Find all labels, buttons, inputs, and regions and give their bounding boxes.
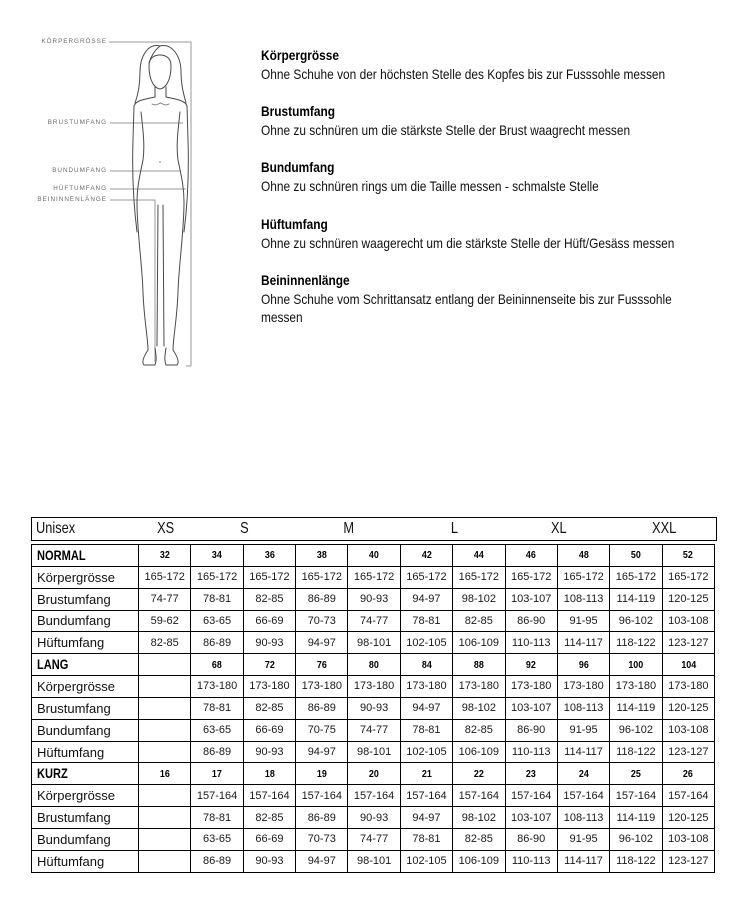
size-number-cell: 80: [348, 654, 400, 676]
size-number-cell: 38: [296, 545, 348, 567]
table-cell: 82-85: [453, 610, 505, 632]
size-number-cell: 25: [610, 763, 662, 785]
size-number-cell: [139, 654, 191, 676]
table-cell: 98-101: [348, 850, 400, 872]
table-cell: 165-172: [348, 566, 400, 588]
table-cell: 157-164: [453, 785, 505, 807]
table-cell: 90-93: [348, 588, 400, 610]
measurement-beininnenlaenge: [261, 271, 672, 327]
table-cell: 96-102: [610, 828, 662, 850]
size-number-cell: 36: [243, 545, 295, 567]
figure-label-brustumfang: BRUSTUMFANG: [47, 119, 107, 126]
table-cell: 90-93: [243, 741, 295, 763]
table-cell: 157-164: [610, 785, 662, 807]
table-cell: 165-172: [243, 566, 295, 588]
table-cell: 98-102: [453, 588, 505, 610]
table-cell: 120-125: [662, 697, 714, 719]
table-cell: 86-90: [505, 719, 557, 741]
hair-outline: [135, 46, 186, 103]
table-cell: 98-102: [453, 697, 505, 719]
size-header-m: M: [343, 520, 355, 537]
table-cell: 103-107: [505, 588, 557, 610]
table-cell: 114-117: [557, 632, 609, 654]
table-cell: 82-85: [453, 719, 505, 741]
table-cell: 165-172: [453, 566, 505, 588]
measurement-guide-lines: [109, 42, 191, 366]
section-label: NORMAL: [32, 545, 139, 567]
size-number-cell: 84: [400, 654, 452, 676]
table-cell: 66-69: [243, 828, 295, 850]
table-cell: 82-85: [139, 632, 191, 654]
table-row: [32, 610, 715, 632]
table-cell: 94-97: [296, 741, 348, 763]
table-row: [32, 785, 715, 807]
table-cell: 173-180: [557, 676, 609, 698]
table-cell: 63-65: [191, 828, 243, 850]
table-cell: 94-97: [296, 850, 348, 872]
row-label: Brustumfang: [32, 807, 139, 829]
size-number-cell: 20: [348, 763, 400, 785]
figure-label-beininnenlaenge: BEININNENLÄNGE: [37, 196, 107, 203]
table-cell: 110-113: [505, 632, 557, 654]
table-row: [32, 588, 715, 610]
table-cell: 106-109: [453, 741, 505, 763]
measurement-description: Ohne Schuhe von der höchsten Stelle des Kopfes bis zur Fusssohle messen: [261, 65, 666, 82]
face-outline: [149, 55, 171, 89]
table-cell: 173-180: [505, 676, 557, 698]
measurement-title: Beininnenlänge: [261, 272, 350, 288]
table-cell: 96-102: [610, 610, 662, 632]
table-cell: 94-97: [400, 588, 452, 610]
right-arm-outline: [166, 97, 188, 232]
table-cell: 106-109: [453, 850, 505, 872]
size-number-cell: 52: [662, 545, 714, 567]
table-cell: 74-77: [348, 828, 400, 850]
table-cell: 91-95: [557, 719, 609, 741]
table-cell: 106-109: [453, 632, 505, 654]
table-cell: 91-95: [557, 610, 609, 632]
table-cell: 102-105: [400, 850, 452, 872]
table-cell: 74-77: [348, 610, 400, 632]
table-cell: 110-113: [505, 741, 557, 763]
section-row-kurz: [32, 763, 715, 785]
collarbone: [152, 103, 169, 105]
table-row: [32, 566, 715, 588]
size-number-cell: 24: [557, 763, 609, 785]
size-number-cell: 72: [243, 654, 295, 676]
table-cell: 157-164: [348, 785, 400, 807]
table-cell: 82-85: [453, 828, 505, 850]
row-label: Brustumfang: [32, 588, 139, 610]
table-cell: 78-81: [400, 610, 452, 632]
table-row: [32, 741, 715, 763]
section-row-normal: [32, 545, 715, 567]
row-label: Hüftumfang: [32, 632, 139, 654]
beininnenlaenge-guide-line: [110, 200, 155, 362]
table-cell: 86-89: [296, 697, 348, 719]
measurement-bundumfang: [261, 158, 599, 195]
table-row: [32, 850, 715, 872]
table-cell: 173-180: [662, 676, 714, 698]
table-cell: 86-89: [296, 807, 348, 829]
table-cell: 59-62: [139, 610, 191, 632]
table-cell: 173-180: [296, 676, 348, 698]
figure-label-koerpergroesse: KÖRPERGRÖSSE: [41, 38, 107, 45]
table-cell: 74-77: [348, 719, 400, 741]
koerpergroesse-guide-line: [109, 42, 191, 366]
table-cell: 70-75: [296, 719, 348, 741]
figure-label-bundumfang: BUNDUMFANG: [52, 167, 107, 174]
table-cell: 90-93: [243, 850, 295, 872]
table-cell: 103-108: [662, 719, 714, 741]
left-body-outline: [137, 112, 156, 365]
table-cell: 120-125: [662, 807, 714, 829]
size-number-cell: 88: [453, 654, 505, 676]
table-cell: 173-180: [243, 676, 295, 698]
table-cell: 108-113: [557, 588, 609, 610]
row-label: Bundumfang: [32, 610, 139, 632]
table-cell: 78-81: [400, 828, 452, 850]
table-cell: 102-105: [400, 632, 452, 654]
size-number-cell: 76: [296, 654, 348, 676]
table-cell: 91-95: [557, 828, 609, 850]
table-cell: 96-102: [610, 719, 662, 741]
size-number-cell: 42: [400, 545, 452, 567]
section-label: KURZ: [32, 763, 139, 785]
table-cell: 114-117: [557, 741, 609, 763]
size-header-l: L: [450, 520, 458, 537]
row-label: Hüftumfang: [32, 850, 139, 872]
table-row: [32, 807, 715, 829]
size-number-cell: 23: [505, 763, 557, 785]
table-cell: 103-107: [505, 807, 557, 829]
section-row-lang: [32, 654, 715, 676]
size-header-xl: XL: [551, 520, 567, 537]
table-cell: 66-69: [243, 719, 295, 741]
measurement-hueftumfang: [261, 215, 674, 252]
table-cell: 86-89: [191, 741, 243, 763]
left-arm-outline: [133, 97, 155, 232]
table-cell: 123-127: [662, 850, 714, 872]
size-number-cell: 68: [191, 654, 243, 676]
right-body-outline: [165, 112, 184, 365]
table-cell: 86-89: [191, 850, 243, 872]
table-cell: 173-180: [348, 676, 400, 698]
table-cell: [139, 741, 191, 763]
table-cell: 118-122: [610, 741, 662, 763]
table-cell: 63-65: [191, 719, 243, 741]
table-row: [32, 697, 715, 719]
table-cell: 108-113: [557, 807, 609, 829]
table-cell: 78-81: [191, 588, 243, 610]
table-cell: 173-180: [610, 676, 662, 698]
size-header-label: Unisex: [36, 520, 76, 537]
measurement-description: Ohne zu schnüren waagerecht um die stärkste Stelle der Hüft/Gesäss messen: [261, 234, 675, 251]
table-cell: 165-172: [296, 566, 348, 588]
table-cell: 157-164: [557, 785, 609, 807]
table-cell: 108-113: [557, 697, 609, 719]
table-cell: 118-122: [610, 632, 662, 654]
table-cell: 90-93: [243, 632, 295, 654]
table-cell: 123-127: [662, 741, 714, 763]
size-number-cell: 21: [400, 763, 452, 785]
table-cell: [139, 850, 191, 872]
table-cell: 66-69: [243, 610, 295, 632]
section-label: LANG: [32, 654, 139, 676]
table-row: [32, 828, 715, 850]
table-cell: 165-172: [191, 566, 243, 588]
table-cell: 70-73: [296, 828, 348, 850]
row-label: Körpergrösse: [32, 785, 139, 807]
measurement-koerpergroesse: [261, 46, 665, 83]
table-cell: 63-65: [191, 610, 243, 632]
inner-leg-lines: [157, 205, 164, 346]
table-cell: 78-81: [191, 697, 243, 719]
row-label: Bundumfang: [32, 719, 139, 741]
table-cell: [139, 785, 191, 807]
measurement-description: Ohne zu schnüren rings um die Taille messen - schmalste Stelle: [261, 177, 599, 194]
table-cell: [139, 807, 191, 829]
table-cell: 165-172: [400, 566, 452, 588]
figure-label-hueftumfang: HÜFTUMFANG: [53, 185, 107, 192]
table-cell: 78-81: [191, 807, 243, 829]
size-table: [31, 544, 715, 873]
table-cell: 86-90: [505, 610, 557, 632]
size-table-body: [32, 545, 715, 873]
table-cell: 98-102: [453, 807, 505, 829]
size-number-cell: 48: [557, 545, 609, 567]
table-cell: 157-164: [662, 785, 714, 807]
table-cell: 157-164: [400, 785, 452, 807]
size-header-xs: XS: [156, 520, 174, 537]
table-cell: 86-89: [191, 632, 243, 654]
table-cell: 165-172: [662, 566, 714, 588]
row-label: Brustumfang: [32, 697, 139, 719]
size-number-cell: 22: [453, 763, 505, 785]
size-header-s: S: [239, 520, 249, 537]
table-cell: 82-85: [243, 697, 295, 719]
table-cell: 98-101: [348, 741, 400, 763]
table-cell: 157-164: [296, 785, 348, 807]
table-cell: 110-113: [505, 850, 557, 872]
size-number-cell: 50: [610, 545, 662, 567]
row-label: Bundumfang: [32, 828, 139, 850]
table-cell: [139, 828, 191, 850]
table-cell: 103-107: [505, 697, 557, 719]
table-cell: 82-85: [243, 588, 295, 610]
measurement-description-continued: messen: [261, 309, 303, 326]
size-number-cell: 92: [505, 654, 557, 676]
table-cell: 114-119: [610, 807, 662, 829]
table-cell: 173-180: [400, 676, 452, 698]
size-number-cell: 34: [191, 545, 243, 567]
table-cell: 120-125: [662, 588, 714, 610]
table-cell: 82-85: [243, 807, 295, 829]
table-cell: 118-122: [610, 850, 662, 872]
measurement-description: Ohne Schuhe vom Schrittansatz entlang der Beininnenseite bis zur Fusssohle: [261, 290, 672, 307]
table-cell: [139, 676, 191, 698]
measurement-title: Bundumfang: [261, 159, 335, 175]
measurement-title: Brustumfang: [261, 103, 336, 119]
table-row: [32, 676, 715, 698]
table-cell: 114-117: [557, 850, 609, 872]
size-number-cell: 96: [557, 654, 609, 676]
table-cell: [139, 697, 191, 719]
size-table-header: [31, 517, 717, 541]
measurement-title: Körpergrösse: [261, 47, 340, 63]
table-cell: 78-81: [400, 719, 452, 741]
row-label: Hüftumfang: [32, 741, 139, 763]
table-cell: 90-93: [348, 807, 400, 829]
table-cell: 102-105: [400, 741, 452, 763]
table-cell: 165-172: [139, 566, 191, 588]
table-cell: 90-93: [348, 697, 400, 719]
table-cell: 86-89: [296, 588, 348, 610]
table-cell: 123-127: [662, 632, 714, 654]
table-cell: 173-180: [191, 676, 243, 698]
size-number-cell: 18: [243, 763, 295, 785]
table-cell: 103-108: [662, 610, 714, 632]
size-number-cell: 19: [296, 763, 348, 785]
table-cell: 157-164: [243, 785, 295, 807]
size-number-cell: 104: [662, 654, 714, 676]
size-number-cell: 100: [610, 654, 662, 676]
size-number-cell: 17: [191, 763, 243, 785]
table-cell: 165-172: [505, 566, 557, 588]
size-number-cell: 46: [505, 545, 557, 567]
row-label: Körpergrösse: [32, 566, 139, 588]
table-cell: 165-172: [557, 566, 609, 588]
size-number-cell: 16: [139, 763, 191, 785]
table-cell: 74-77: [139, 588, 191, 610]
table-cell: [139, 719, 191, 741]
measurement-brustumfang: [261, 102, 630, 139]
size-number-cell: 32: [139, 545, 191, 567]
table-cell: 98-101: [348, 632, 400, 654]
measurement-title: Hüftumfang: [261, 216, 328, 232]
table-cell: 94-97: [400, 697, 452, 719]
table-cell: 103-108: [662, 828, 714, 850]
size-number-cell: 40: [348, 545, 400, 567]
table-row: [32, 719, 715, 741]
table-row: [32, 632, 715, 654]
size-header-xxl: XXL: [651, 520, 677, 537]
table-cell: 114-119: [610, 697, 662, 719]
table-cell: 114-119: [610, 588, 662, 610]
table-cell: 86-90: [505, 828, 557, 850]
navel: [159, 161, 161, 163]
size-number-cell: 44: [453, 545, 505, 567]
female-figure-outline: [133, 46, 189, 365]
measurement-description: Ohne zu schnüren um die stärkste Stelle der Brust waagrecht messen: [261, 121, 631, 138]
table-cell: 94-97: [400, 807, 452, 829]
table-cell: 173-180: [453, 676, 505, 698]
table-cell: 165-172: [610, 566, 662, 588]
table-cell: 157-164: [191, 785, 243, 807]
table-cell: 70-73: [296, 610, 348, 632]
row-label: Körpergrösse: [32, 676, 139, 698]
size-number-cell: 26: [662, 763, 714, 785]
table-cell: 94-97: [296, 632, 348, 654]
table-cell: 157-164: [505, 785, 557, 807]
